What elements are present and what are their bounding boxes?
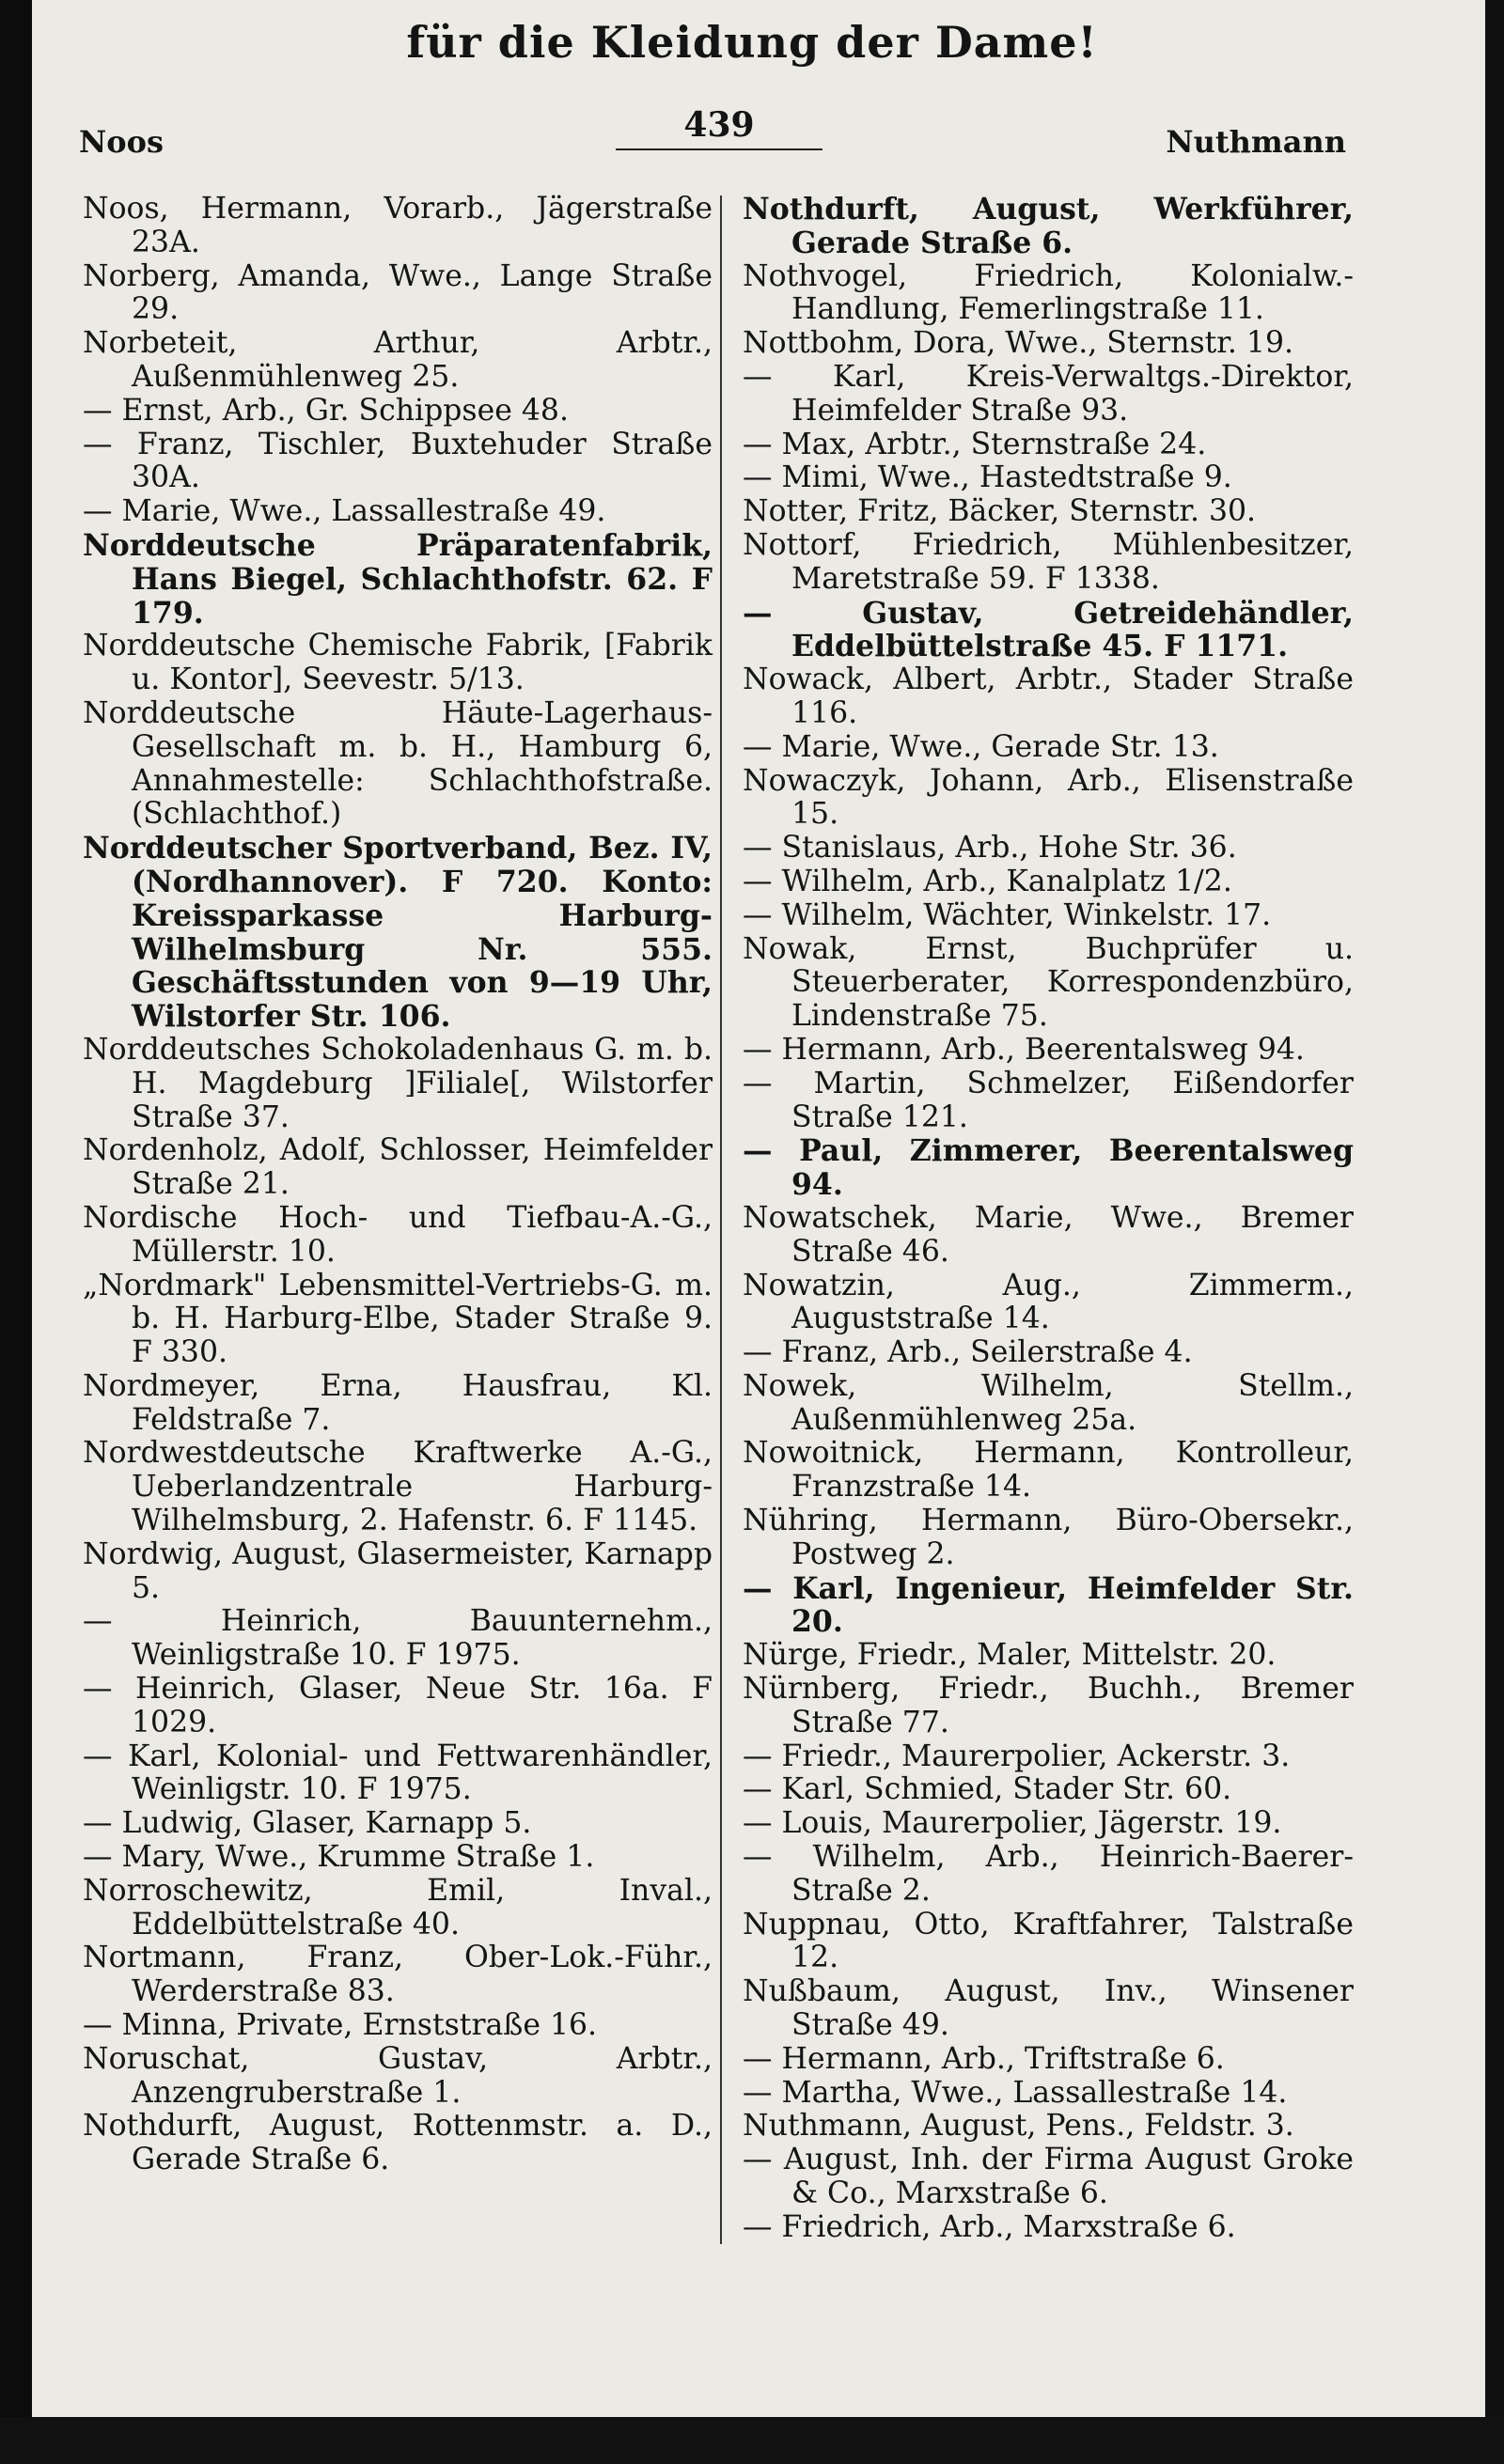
directory-entry: Nottorf, Friedrich, Mühlenbesitzer, Maretstraße 59. F 1338. (743, 527, 1354, 596)
directory-entry: — Paul, Zimmerer, Beerentalsweg 94. (743, 1133, 1354, 1203)
directory-entry: — Karl, Kolonial- und Fettwarenhändler, Weinligstr. 10. F 1975. (83, 1739, 713, 1807)
directory-entry: — Martha, Wwe., Lassallestraße 14. (743, 2075, 1288, 2110)
column-divider (720, 195, 722, 2244)
directory-entry: Nühring, Hermann, Büro-Obersekr., Postweg 2. (743, 1504, 1354, 1571)
directory-entry: Norberg, Amanda, Wwe., Lange Straße 29. (83, 258, 713, 327)
directory-entry: — Wilhelm, Wächter, Winkelstr. 17. (743, 897, 1272, 932)
directory-entry: „Nordmark" Lebensmittel-Vertriebs-G. m. b. H. Harburg-Elbe, Stader Straße 9. F 330. (83, 1268, 713, 1370)
directory-entry: Noruschat, Gustav, Arbtr., Anzengruberstraße 1. (83, 2041, 713, 2110)
scan-border-right (1485, 0, 1504, 2464)
directory-entry: — Karl, Kreis-Verwaltgs.-Direktor, Heimfelder Straße 93. (743, 359, 1354, 428)
directory-entry: Nordmeyer, Erna, Hausfrau, Kl. Feldstraße 7. (83, 1368, 713, 1437)
page-number: 439 (616, 105, 822, 150)
directory-entry: Nortmann, Franz, Ober-Lok.-Führ., Werderstraße 83. (83, 1941, 713, 2009)
directory-entry: — Franz, Tischler, Buxtehuder Straße 30A. (83, 427, 713, 495)
right-column (743, 193, 1354, 2245)
directory-entry: — Max, Arbtr., Sternstraße 24. (743, 427, 1207, 461)
directory-entry: Nowoitnick, Hermann, Kontrolleur, Franzstraße 14. (743, 1436, 1354, 1505)
directory-entry: — Friedr., Maurerpolier, Ackerstr. 3. (743, 1739, 1291, 1773)
directory-entry: Nowaczyk, Johann, Arb., Elisenstraße 15. (743, 763, 1354, 832)
running-head-left: Noos (79, 124, 164, 160)
directory-entry: Nürnberg, Friedr., Buchh., Bremer Straße 77. (743, 1672, 1354, 1739)
directory-entry: Nothvogel, Friedrich, Kolonialw.-Handlung, Femerlingstraße 11. (743, 258, 1354, 327)
directory-entry: Nowatschek, Marie, Wwe., Bremer Straße 46. (743, 1200, 1354, 1269)
directory-entry: — Mary, Wwe., Krumme Straße 1. (83, 1840, 595, 1875)
directory-entry: Nowack, Albert, Arbtr., Stader Straße 116. (743, 663, 1354, 730)
directory-entry: Noos, Hermann, Vorarb., Jägerstraße 23A. (83, 192, 713, 259)
directory-entry: — Hermann, Arb., Beerentalsweg 94. (743, 1032, 1305, 1067)
directory-entry: — Gustav, Getreidehändler, Eddelbüttelstraße 45. F 1171. (743, 595, 1354, 664)
directory-entry: — Heinrich, Bauunternehm., Weinligstraße 10. F 1975. (83, 1604, 713, 1673)
directory-entry: Norbeteit, Arthur, Arbtr., Außenmühlenweg 25. (83, 326, 713, 394)
directory-entry: — Mimi, Wwe., Hastedtstraße 9. (743, 460, 1232, 495)
directory-entry: — Wilhelm, Arb., Heinrich-Baerer-Straße 2. (743, 1840, 1354, 1908)
directory-entry: Nordenholz, Adolf, Schlosser, Heimfelder Straße 21. (83, 1133, 713, 1202)
directory-entry: — Karl, Schmied, Stader Str. 60. (743, 1772, 1232, 1807)
directory-entry: Nothdurft, August, Werkführer, Gerade Straße 6. (743, 192, 1354, 260)
directory-entry: Norddeutsche Häute-Lagerhaus-Gesellschaft m. b. H., Hamburg 6, Annahmestelle: Schlachthofstraße. (Schlachthof.) (83, 695, 713, 832)
directory-entry: Nordische Hoch- und Tiefbau-A.-G., Müllerstr. 10. (83, 1200, 713, 1269)
directory-entry: Nowak, Ernst, Buchprüfer u. Steuerberater, Korrespondenzbüro, Lindenstraße 75. (743, 931, 1354, 1034)
left-column (83, 193, 713, 2177)
directory-entry: Norddeutsches Schokoladenhaus G. m. b. H. Magdeburg ]Filiale[, Wilstorfer Straße 37. (83, 1032, 713, 1134)
directory-entry: — Franz, Arb., Seilerstraße 4. (743, 1335, 1193, 1370)
directory-entry: Nowatzin, Aug., Zimmerm., Auguststraße 14. (743, 1268, 1354, 1336)
directory-entry: — August, Inh. der Firma August Groke & Co., Marxstraße 6. (743, 2143, 1354, 2211)
directory-entry: Nordwestdeutsche Kraftwerke A.-G., Ueberlandzentrale Harburg-Wilhelmsburg, 2. Hafenstr. 6. F 1145. (83, 1436, 713, 1538)
directory-entry: — Stanislaus, Arb., Hohe Str. 36. (743, 831, 1237, 866)
directory-entry: Nowek, Wilhelm, Stellm., Außenmühlenweg 25a. (743, 1368, 1354, 1437)
directory-entry: Notter, Fritz, Bäcker, Sternstr. 30. (743, 494, 1257, 529)
directory-entry: — Heinrich, Glaser, Neue Str. 16a. F 1029. (83, 1672, 713, 1739)
directory-entry: — Marie, Wwe., Gerade Str. 13. (743, 729, 1219, 764)
directory-entry: — Hermann, Arb., Triftstraße 6. (743, 2041, 1225, 2076)
directory-entry: — Ernst, Arb., Gr. Schippsee 48. (83, 393, 569, 428)
directory-entry: — Marie, Wwe., Lassallestraße 49. (83, 494, 606, 529)
directory-entry: Nottbohm, Dora, Wwe., Sternstr. 19. (743, 326, 1294, 361)
running-head-right: Nuthmann (1166, 124, 1346, 160)
directory-entry: Norddeutsche Chemische Fabrik, [Fabrik u. Kontor], Seevestr. 5/13. (83, 629, 713, 697)
directory-entry: Norroschewitz, Emil, Inval., Eddelbüttelstraße 40. (83, 1873, 713, 1942)
directory-entry: — Louis, Maurerpolier, Jägerstr. 19. (743, 1806, 1282, 1841)
directory-entry: — Wilhelm, Arb., Kanalplatz 1/2. (743, 864, 1232, 898)
directory-entry: — Martin, Schmelzer, Eißendorfer Straße 121. (743, 1066, 1354, 1134)
directory-entry: — Friedrich, Arb., Marxstraße 6. (743, 2209, 1236, 2244)
directory-entry: Nothdurft, August, Rottenmstr. a. D., Gerade Straße 6. (83, 2109, 713, 2177)
directory-entry: Nordwig, August, Glasermeister, Karnapp 5. (83, 1536, 713, 1605)
directory-entry: Nuthmann, August, Pens., Feldstr. 3. (743, 2109, 1294, 2144)
scan-border-left (0, 0, 32, 2464)
directory-entry: Norddeutscher Sportverband, Bez. IV, (Nordhannover). F 720. Konto: Kreissparkasse Harburg-Wilhelmsburg Nr. 555. Geschäftsstunden von 9—19 Uhr, Wilstorfer Str. 106. (83, 831, 713, 1035)
directory-entry: — Ludwig, Glaser, Karnapp 5. (83, 1806, 532, 1841)
directory-entry: Nußbaum, August, Inv., Winsener Straße 49. (743, 1974, 1354, 2043)
advertisement-banner: für die Kleidung der Dame! (406, 17, 1098, 68)
directory-entry: Norddeutsche Präparatenfabrik, Hans Biegel, Schlachthofstr. 62. F 179. (83, 527, 713, 631)
scan-border-bottom (0, 2417, 1504, 2464)
directory-entry: — Minna, Private, Ernststraße 16. (83, 2008, 598, 2043)
directory-entry: — Karl, Ingenieur, Heimfelder Str. 20. (743, 1570, 1354, 1640)
directory-entry: Nuppnau, Otto, Kraftfahrer, Talstraße 12. (743, 1907, 1354, 1975)
directory-entry: Nürge, Friedr., Maler, Mittelstr. 20. (743, 1638, 1277, 1673)
